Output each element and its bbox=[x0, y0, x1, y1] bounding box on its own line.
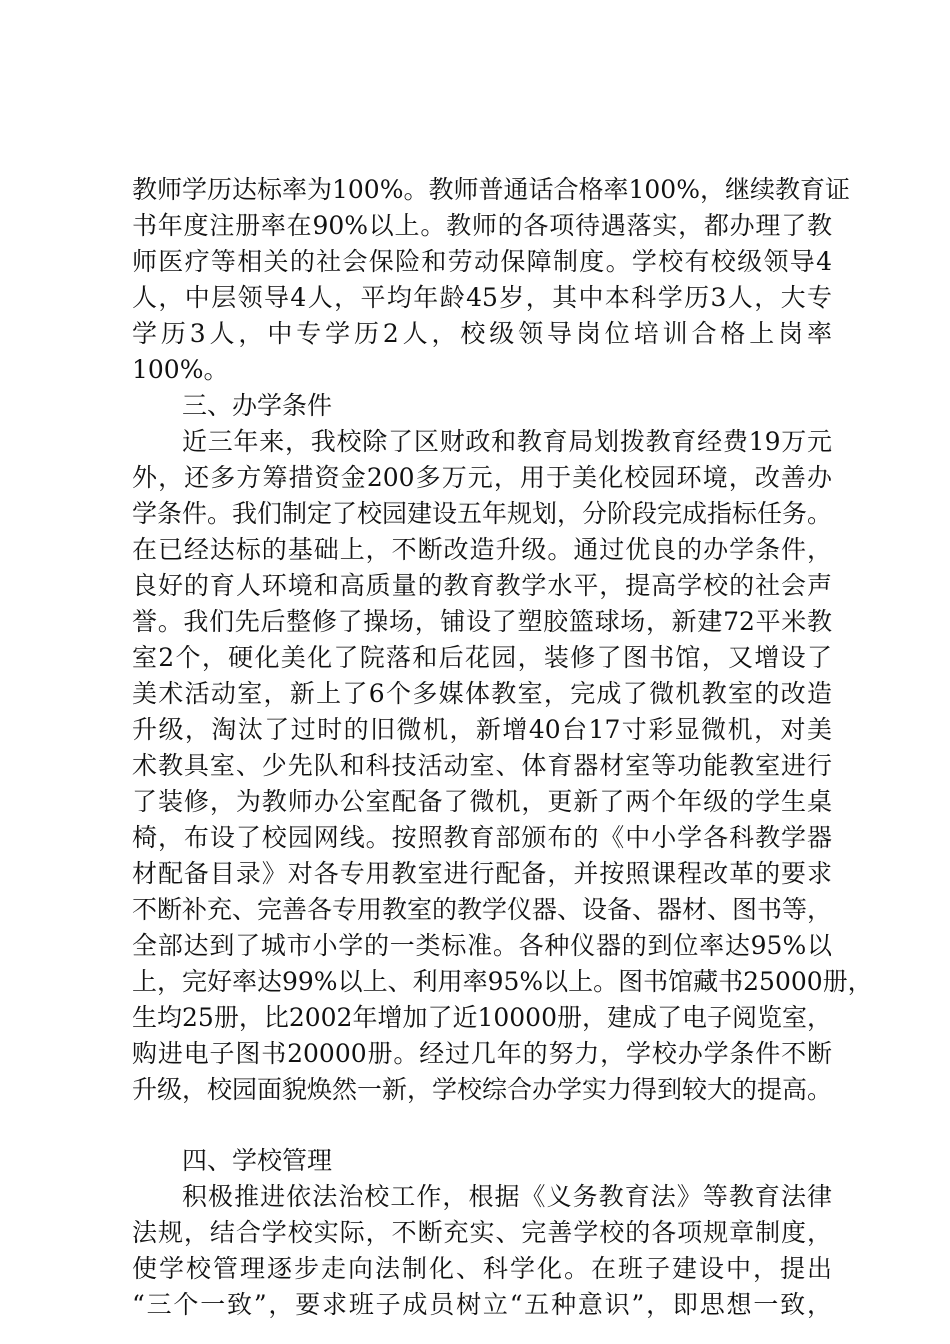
section-3-line-6: 誉。我们先后整修了操场，铺设了塑胶篮球场，新建72平米教 bbox=[132, 607, 832, 636]
paragraph-1-line-6: 100%。 bbox=[132, 355, 229, 384]
section-3-line-11: 了装修，为教师办公室配备了微机，更新了两个年级的学生桌 bbox=[132, 787, 832, 816]
section-4-line-1: 积极推进依法治校工作，根据《义务教育法》等教育法律 bbox=[182, 1182, 832, 1211]
section-3-line-8: 美术活动室，新上了6个多媒体教室，完成了微机教室的改造 bbox=[132, 679, 832, 708]
paragraph-1-line-5: 学历3人，中专学历2人，校级领导岗位培训合格上岗率 bbox=[132, 319, 832, 348]
paragraph-1-line-3: 师医疗等相关的社会保险和劳动保障制度。学校有校级领导4 bbox=[132, 247, 832, 276]
section-3-line-3: 学条件。我们制定了校园建设五年规划，分阶段完成指标任务。 bbox=[132, 499, 833, 528]
section-4-line-4: “三个一致”，要求班子成员树立“五种意识”，即思想一致， bbox=[132, 1290, 832, 1319]
section-3-line-17: 生均25册，比2002年增加了近10000册，建成了电子阅览室， bbox=[132, 1003, 832, 1032]
section-4-heading: 四、学校管理 bbox=[182, 1146, 333, 1175]
section-3-line-4: 在已经达标的基础上，不断改造升级。通过优良的办学条件， bbox=[132, 535, 832, 564]
section-3-line-19: 升级，校园面貌焕然一新，学校综合办学实力得到较大的提高。 bbox=[132, 1075, 833, 1104]
paragraph-1-line-2: 书年度注册率在90%以上。教师的各项待遇落实，都办理了教 bbox=[132, 211, 832, 240]
section-3-line-18: 购进电子图书20000册。经过几年的努力，学校办学条件不断 bbox=[132, 1039, 832, 1068]
section-3-line-15: 全部达到了城市小学的一类标准。各种仪器的到位率达95%以 bbox=[132, 931, 832, 960]
section-3-line-13: 材配备目录》对各专用教室进行配备，并按照课程改革的要求 bbox=[132, 859, 832, 888]
section-3-line-5: 良好的育人环境和高质量的教育教学水平，提高学校的社会声 bbox=[132, 571, 832, 600]
section-3-line-14: 不断补充、完善各专用教室的教学仪器、设备、器材、图书等， bbox=[132, 895, 833, 924]
section-3-line-1: 近三年来，我校除了区财政和教育局划拨教育经费19万元 bbox=[182, 427, 832, 456]
section-3-line-16: 上，完好率达99%以上、利用率95%以上。图书馆藏书25000册， bbox=[132, 967, 873, 996]
paragraph-1-line-4: 人，中层领导4人，平均年龄45岁，其中本科学历3人，大专 bbox=[132, 283, 832, 312]
section-3-heading: 三、办学条件 bbox=[182, 391, 333, 420]
section-4-line-3: 使学校管理逐步走向法制化、科学化。在班子建设中，提出 bbox=[132, 1254, 832, 1283]
section-3-line-9: 升级，淘汰了过时的旧微机，新增40台17寸彩显微机，对美 bbox=[132, 715, 832, 744]
paragraph-1-line-1: 教师学历达标率为100%。教师普通话合格率100%，继续教育证 bbox=[132, 175, 850, 204]
section-3-line-12: 椅，布设了校园网线。按照教育部颁布的《中小学各科教学器 bbox=[132, 823, 832, 852]
section-3-line-7: 室2个，硬化美化了院落和后花园，装修了图书馆，又增设了 bbox=[132, 643, 832, 672]
section-4-line-2: 法规，结合学校实际，不断充实、完善学校的各项规章制度， bbox=[132, 1218, 832, 1247]
section-3-line-10: 术教具室、少先队和科技活动室、体育器材室等功能教室进行 bbox=[132, 751, 832, 780]
section-3-line-2: 外，还多方筹措资金200多万元，用于美化校园环境，改善办 bbox=[132, 463, 832, 492]
